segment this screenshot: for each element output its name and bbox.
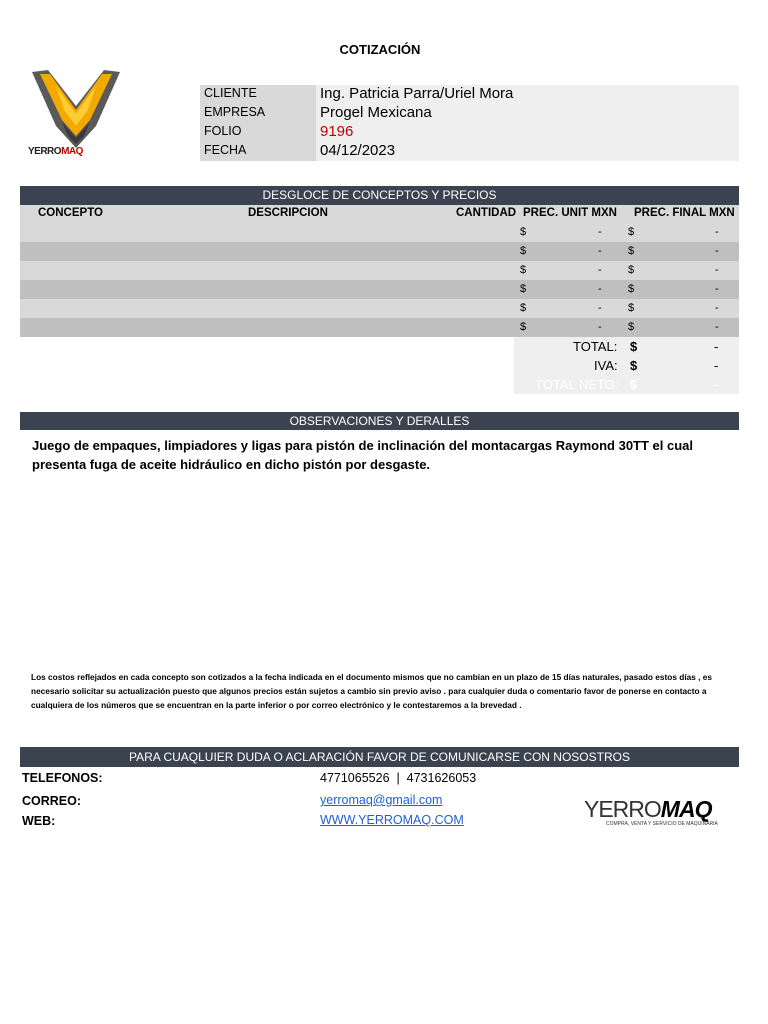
empresa-value: Progel Mexicana [320,104,432,121]
folio-value: 9196 [320,123,354,140]
website-link[interactable]: WWW.YERROMAQ.COM [320,813,464,827]
contact-header: PARA CUAQLUIER DUDA O ACLARACIÓN FAVOR DE COMUNICARSE CON NOSOSTROS [20,747,739,767]
label-cliente: CLIENTE [204,86,257,100]
total-neto-row: TOTAL NETO: $ - [514,375,739,394]
cliente-value: Ing. Patricia Parra/Uriel Mora [320,85,514,102]
table-row: $ - $ - [20,318,739,337]
footer-logo [584,797,734,837]
col-concepto: CONCEPTO [38,207,103,219]
label-folio: FOLIO [204,124,242,138]
table-row: $ - $ - [20,280,739,299]
correo-label: CORREO: [22,794,82,808]
table-row: $ - $ - [20,242,739,261]
telefonos-value: 4771065526 | 4731626053 [320,771,477,785]
total-row: TOTAL: $ - [514,337,739,356]
label-fecha: FECHA [204,143,247,157]
observations-text: Juego de empaques, limpiadores y ligas para pistón de inclinación del montacargas Raymond 30TT el cual presenta fuga de aceite hidráulico en dicho pistón por desgaste. [32,438,694,472]
col-cantidad: CANTIDAD [456,207,517,219]
breakdown-header: DESGLOCE DE CONCEPTOS Y PRECIOS [20,186,739,205]
company-logo [26,66,126,162]
breakdown-column-headers [20,205,739,223]
table-row: $ - $ - [20,223,739,242]
telefonos-label: TELEFONOS: [22,771,103,785]
label-empresa: EMPRESA [204,105,266,119]
table-row: $ - $ - [20,261,739,280]
document-title: COTIZACIÓN [339,42,421,57]
col-prec-final: PREC. FINAL MXN [634,207,735,219]
table-row: $ - $ - [20,299,739,318]
web-label: WEB: [22,814,56,828]
footer-logo-bold: MAQ [660,796,712,822]
observations-header: OBSERVACIONES Y DERALLES [20,412,739,430]
col-prec-unit: PREC. UNIT MXN [523,207,617,219]
logo-wordmark: YERROMAQ [28,146,83,157]
footer-logo-light: YERRO [584,796,661,822]
iva-row: IVA: $ - [514,356,739,375]
footer-logo-tagline: COMPRA, VENTA Y SERVICIO DE MAQUINARIA [606,821,718,827]
fecha-value: 04/12/2023 [320,142,396,159]
email-link[interactable]: yerromaq@gmail.com [320,793,443,807]
col-descripcion: DESCRIPCION [248,207,328,219]
disclaimer-text: Los costos reflejados en cada concepto son cotizados a la fecha indicada en el documento mismos que no cambian en un plazo de 15 días naturales, pasado estos días , es necesario solicitar su actualización puesto que algunos precios están sujetos a cambio sin previo aviso . para cualquier duda o comentario favor de ponerse en contacto a cualquiera de los números que se encuentran en la parte inferior o por correo electrónico y le contestaremos a la brevedad . [31,672,712,710]
